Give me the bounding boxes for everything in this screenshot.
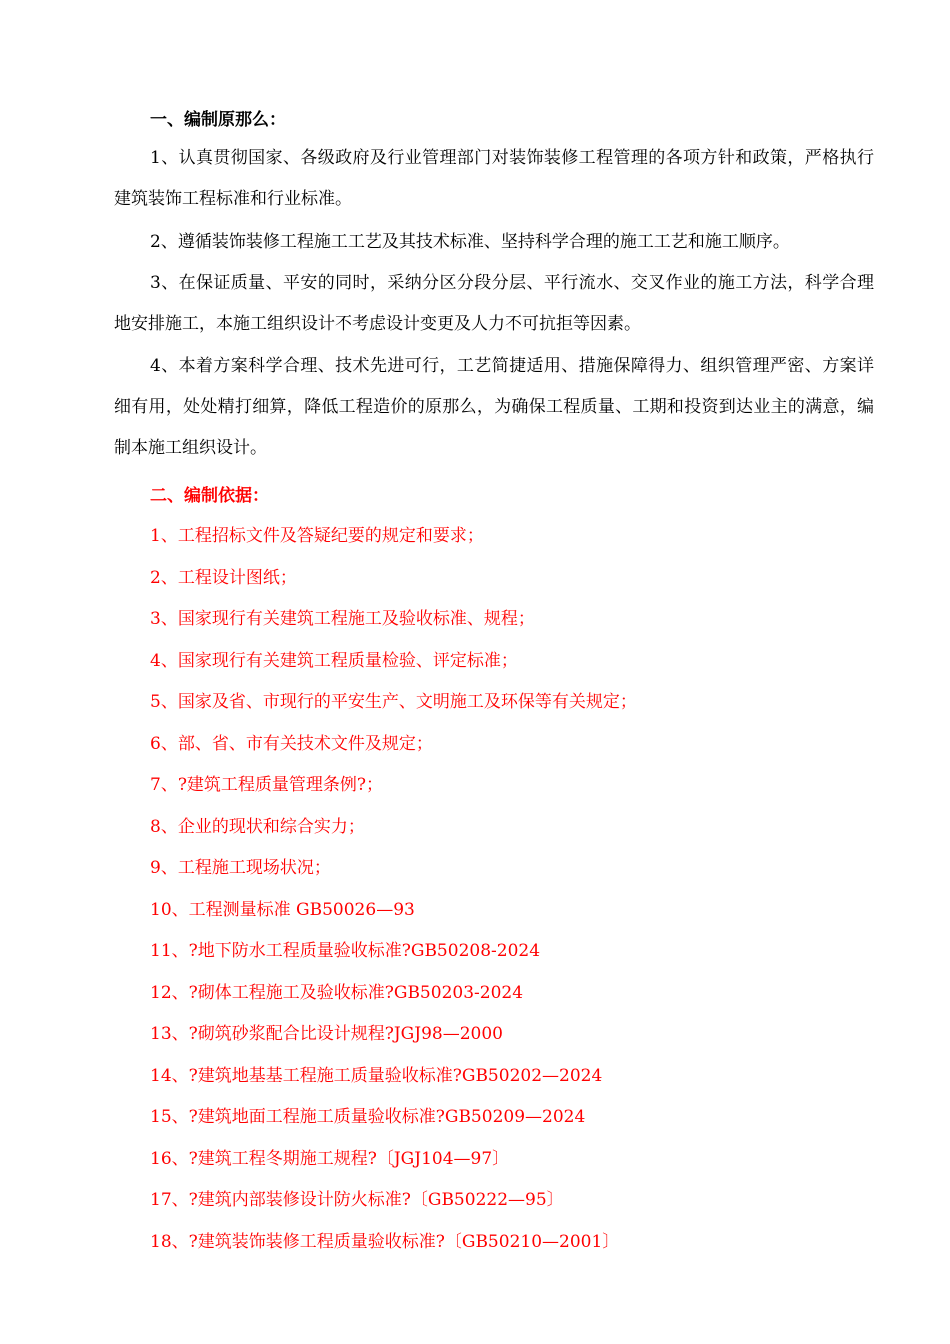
basis-item-2: 2、工程设计图纸； [150, 568, 297, 588]
basis-item-11: 11、?地下防水工程质量验收标准?GB50208-2024 [150, 941, 541, 961]
basis-item-14: 14、?建筑地基基工程施工质量验收标准?GB50202—2024 [150, 1066, 603, 1086]
basis-item-17: 17、?建筑内部装修设计防火标准?〔GB50222—95〕 [150, 1190, 564, 1210]
basis-item-5: 5、国家及省、市现行的平安生产、文明施工及环保等有关规定； [150, 692, 637, 712]
basis-item-16: 16、?建筑工程冬期施工规程?〔JGJ104—97〕 [150, 1149, 510, 1169]
section1-heading: 一、编制原那么： [150, 110, 286, 130]
principle-paragraph-2: 2、遵循装饰装修工程施工工艺及其技术标准、坚持科学合理的施工工艺和施工顺序。 [150, 232, 790, 252]
basis-item-13: 13、?砌筑砂浆配合比设计规程?JGJ98—2000 [150, 1024, 503, 1044]
principle-paragraph-4: 4、本着方案科学合理、技术先进可行，工艺简捷适用、措施保障得力、组织管理严密、方案详细有用，处处精打细算，降低工程造价的原那么，为确保工程质量、工期和投资到达业主的满意，编制本施工组织设计。 [114, 356, 874, 458]
principle-paragraph-1: 1、认真贯彻国家、各级政府及行业管理部门对装饰装修工程管理的各项方针和政策，严格执行建筑装饰工程标准和行业标准。 [114, 148, 874, 209]
section2-heading: 二、编制依据： [150, 486, 269, 506]
basis-item-7: 7、?建筑工程质量管理条例?； [150, 775, 384, 795]
basis-item-9: 9、工程施工现场状况； [150, 858, 331, 878]
basis-item-4: 4、国家现行有关建筑工程质量检验、评定标准； [150, 651, 518, 671]
basis-item-15: 15、?建筑地面工程施工质量验收标准?GB50209—2024 [150, 1107, 586, 1127]
basis-item-12: 12、?砌体工程施工及验收标准?GB50203-2024 [150, 983, 524, 1003]
principle-paragraph-3: 3、在保证质量、平安的同时，采纳分区分段分层、平行流水、交叉作业的施工方法，科学合理地安排施工，本施工组织设计不考虑设计变更及人力不可抗拒等因素。 [114, 273, 874, 334]
basis-item-18: 18、?建筑装饰装修工程质量验收标准?〔GB50210—2001〕 [150, 1232, 620, 1252]
basis-item-1: 1、工程招标文件及答疑纪要的规定和要求； [150, 526, 484, 546]
basis-item-6: 6、部、省、市有关技术文件及规定； [150, 734, 433, 754]
basis-item-10: 10、工程测量标准 GB50026—93 [150, 900, 415, 920]
basis-item-3: 3、国家现行有关建筑工程施工及验收标准、规程； [150, 609, 535, 629]
basis-item-8: 8、企业的现状和综合实力； [150, 817, 365, 837]
